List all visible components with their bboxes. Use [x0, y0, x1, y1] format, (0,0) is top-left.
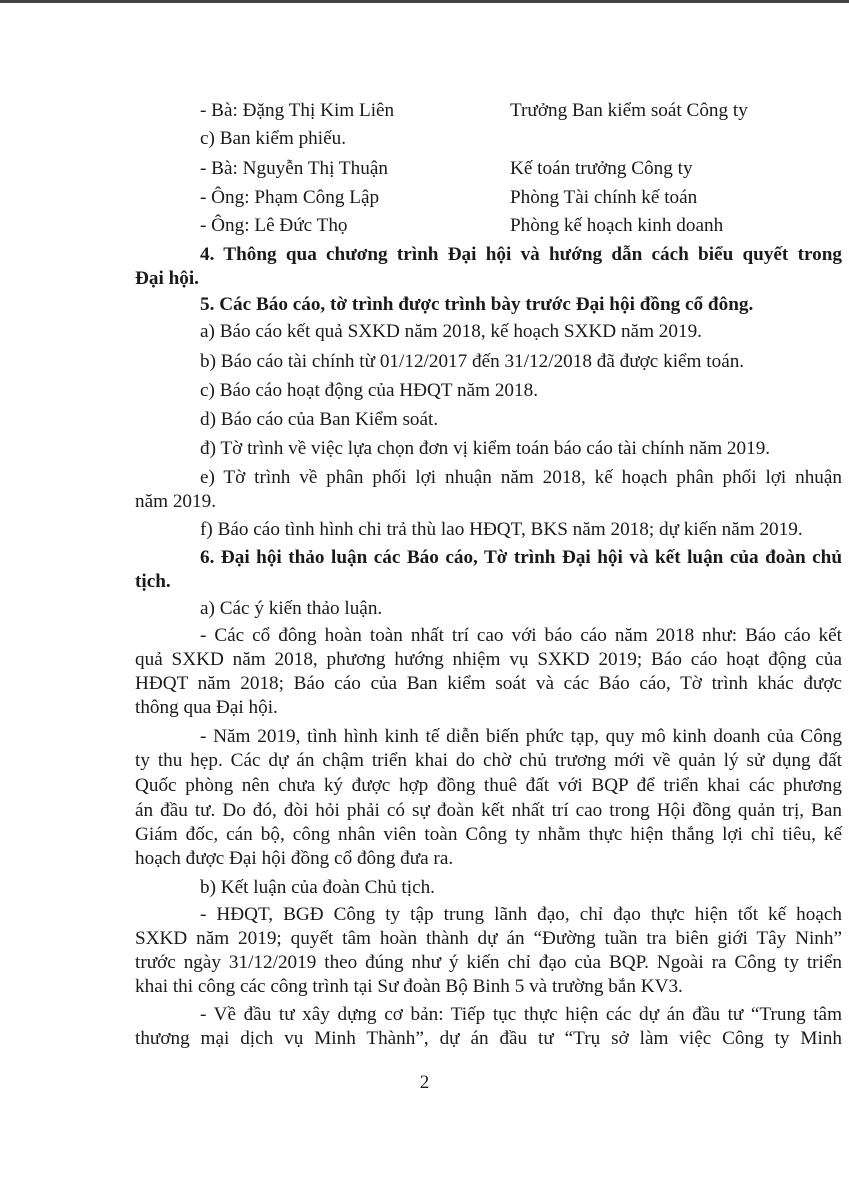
section-5-item-e: e) Tờ trình về phân phối lợi nhuận năm 2018, kế hoạch phân phối lợi nhuận — [200, 467, 842, 488]
section-5-item: b) Báo cáo tài chính từ 01/12/2017 đến 31/12/2018 đã được kiểm toán. — [200, 351, 745, 372]
committee-role: Phòng Tài chính kế toán — [510, 187, 698, 208]
paragraph-line: hoạch được Đại hội đồng cổ đông đưa ra. — [135, 848, 454, 869]
paragraph-line: ty thu hẹp. Các dự án chậm triển khai do chờ chủ trương mới về quản lý sử dụng đất — [135, 750, 842, 771]
paragraph-line: Giám đốc, cán bộ, công nhân viên toàn Công ty nhằm thực hiện thắng lợi chỉ tiêu, kế — [135, 824, 842, 845]
committee-name: - Ông: Phạm Công Lập — [200, 187, 380, 208]
section-6-heading: 6. Đại hội thảo luận các Báo cáo, Tờ trình Đại hội và kết luận của đoàn chủ — [200, 547, 842, 568]
committee-role: Phòng kế hoạch kinh doanh — [510, 215, 724, 236]
section-5-item: đ) Tờ trình về việc lựa chọn đơn vị kiểm toán báo cáo tài chính năm 2019. — [200, 438, 771, 459]
paragraph-line: thông qua Đại hội. — [135, 697, 278, 718]
paragraph-line: SXKD năm 2019; quyết tâm hoàn thành dự án “Đường tuần tra biên giới Tây Ninh” — [135, 928, 842, 949]
committee-name: - Ông: Lê Đức Thọ — [200, 215, 348, 236]
paragraph-line: - Về đầu tư xây dựng cơ bản: Tiếp tục thực hiện các dự án đầu tư “Trung tâm — [200, 1004, 842, 1025]
section-5-item-f: f) Báo cáo tình hình chi trả thù lao HĐQT, BKS năm 2018; dự kiến năm 2019. — [200, 519, 803, 540]
paragraph-line: khai thi công các công trình tại Sư đoàn Bộ Binh 5 và trường bắn KV3. — [135, 976, 683, 997]
committee-name: c) Ban kiểm phiếu. — [200, 128, 346, 149]
section-4-heading: 4. Thông qua chương trình Đại hội và hướng dẫn cách biểu quyết trong — [200, 244, 842, 265]
section-5-item-e-cont: năm 2019. — [135, 491, 217, 512]
section-5-heading: 5. Các Báo cáo, tờ trình được trình bày trước Đại hội đồng cổ đông. — [200, 294, 754, 315]
page-number: 2 — [419, 1072, 430, 1093]
scan-top-edge — [0, 0, 849, 3]
section-6-heading-cont: tịch. — [135, 571, 171, 592]
paragraph-line: - Các cổ đông hoàn toàn nhất trí cao với báo cáo năm 2018 như: Báo cáo kết — [200, 625, 842, 646]
paragraph-line: - Năm 2019, tình hình kinh tế diễn biến phức tạp, quy mô kinh doanh của Công — [200, 726, 842, 747]
committee-name: - Bà: Đặng Thị Kim Liên — [200, 100, 395, 121]
section-6-sub-a: a) Các ý kiến thảo luận. — [200, 598, 383, 619]
paragraph-line: thương mại dịch vụ Minh Thành”, dự án đầu tư “Trụ sở làm việc Công ty Minh — [135, 1028, 842, 1049]
paragraph-line: trước ngày 31/12/2019 theo đúng như ý kiến chỉ đạo của BQP. Ngoài ra Công ty triển — [135, 952, 842, 973]
paragraph-line: Quốc phòng nên chưa ký được hợp đồng thuê đất với BQP để triển khai các phương — [135, 775, 842, 796]
section-5-item: a) Báo cáo kết quả SXKD năm 2018, kế hoạch SXKD năm 2019. — [200, 321, 702, 342]
paragraph-line: - HĐQT, BGĐ Công ty tập trung lãnh đạo, chỉ đạo thực hiện tốt kế hoạch — [200, 904, 842, 925]
paragraph-line: HĐQT năm 2018; Báo cáo của Ban kiểm soát và các Báo cáo, Tờ trình khác được — [135, 673, 842, 694]
section-5-item: c) Báo cáo hoạt động của HĐQT năm 2018. — [200, 380, 539, 401]
committee-name: - Bà: Nguyễn Thị Thuận — [200, 158, 388, 179]
section-4-heading-cont: Đại hội. — [135, 268, 199, 289]
paragraph-line: quả SXKD năm 2018, phương hướng nhiệm vụ SXKD 2019; Báo cáo hoạt động của — [135, 649, 842, 670]
committee-role: Trưởng Ban kiểm soát Công ty — [510, 100, 748, 121]
committee-role: Kế toán trưởng Công ty — [510, 158, 693, 179]
section-5-item: d) Báo cáo của Ban Kiểm soát. — [200, 409, 439, 430]
section-6-sub-b: b) Kết luận của đoàn Chủ tịch. — [200, 877, 435, 898]
paragraph-line: án đầu tư. Do đó, đòi hỏi phải có sự đoàn kết nhất trí cao trong Hội đồng quản trị, Ban — [135, 800, 842, 821]
